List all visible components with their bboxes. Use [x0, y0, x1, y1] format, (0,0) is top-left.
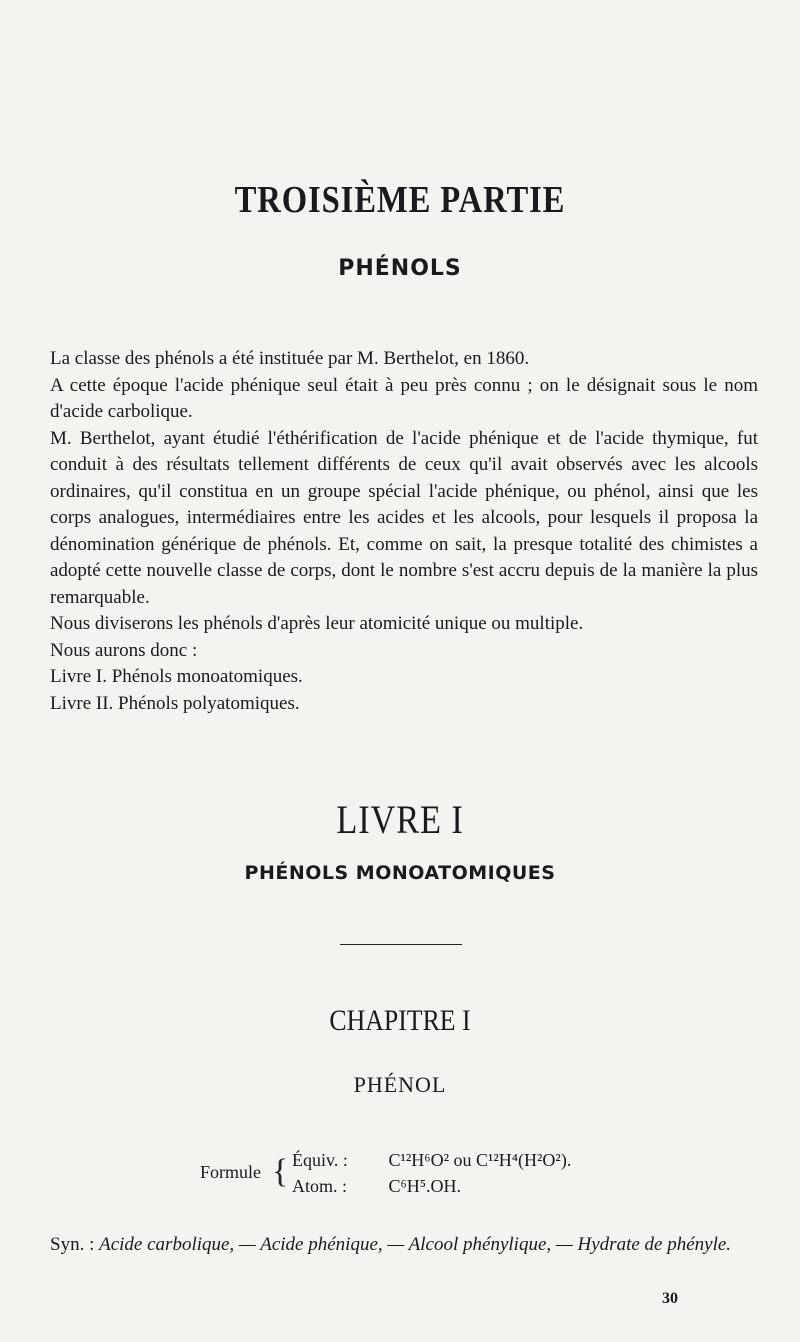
- livre-title: LIVRE I: [336, 797, 464, 842]
- paragraph: Livre I. Phénols monoatomiques.: [50, 666, 303, 687]
- brace-icon: {: [272, 1153, 289, 1190]
- paragraph: La classe des phénols a été instituée par M. Berthelot, en 1860.: [50, 348, 530, 369]
- chapter-title: CHAPITRE I: [329, 1004, 471, 1037]
- paragraph: Nous aurons donc :: [50, 639, 198, 661]
- formula-atom-key: Atom. :: [292, 1176, 348, 1196]
- livre-subtitle: PHÉNOLS MONOATOMIQUES: [244, 862, 556, 884]
- section-title: PHÉNOLS: [338, 256, 462, 281]
- part-title: TROISIÈME PARTIE: [234, 179, 566, 221]
- divider: [340, 944, 462, 945]
- formula-equiv-key: Équiv. :: [292, 1150, 348, 1170]
- paragraph: Nous diviserons les phénols d'après leur atomicité unique ou multiple.: [50, 613, 584, 634]
- synonyms: [50, 1232, 758, 1258]
- chapter-subject: PHÉNOL: [353, 1072, 447, 1097]
- formula-equiv-value: C¹²H⁶O² ou C¹²H⁴(H²O²).: [388, 1150, 572, 1170]
- formula-atom-value: C⁶H⁵.OH.: [388, 1176, 462, 1196]
- formula-equiv-row: [292, 1150, 571, 1171]
- introduction-text: [50, 346, 758, 717]
- formula-atom-row: [292, 1176, 461, 1197]
- paragraph: M. Berthelot, ayant étudié l'éthérification de l'acide phénique et de l'acide thymique, fut conduit à des résultats tellement différents de ceux qu'il avait observés avec les alcools ordinaires, qu'il constitua en un groupe spécial l'acide phénique, ou phénol, ainsi que les corps analogues, intermédiaires entre les acides et les alcools, pour lesquels il proposa la dénomination générique de phénols. Et, comme on sait, la presque totalité des chimistes a adopté cette nouvelle classe de corps, dont le nombre s'est accru depuis de la manière la plus remarquable.: [50, 427, 758, 608]
- paragraph: Livre II. Phénols polyatomiques.: [50, 692, 300, 714]
- formula-label: Formule: [200, 1162, 261, 1182]
- page-number: 30: [662, 1290, 678, 1307]
- synonyms-text: Acide carbolique, — Acide phénique, — Alcool phénylique, — Hydrate de phényle.: [99, 1234, 732, 1255]
- paragraph: A cette époque l'acide phénique seul était à peu près connu ; on le désignait sous le nom d'acide carbolique.: [50, 374, 758, 422]
- synonyms-prefix: Syn. :: [50, 1234, 95, 1255]
